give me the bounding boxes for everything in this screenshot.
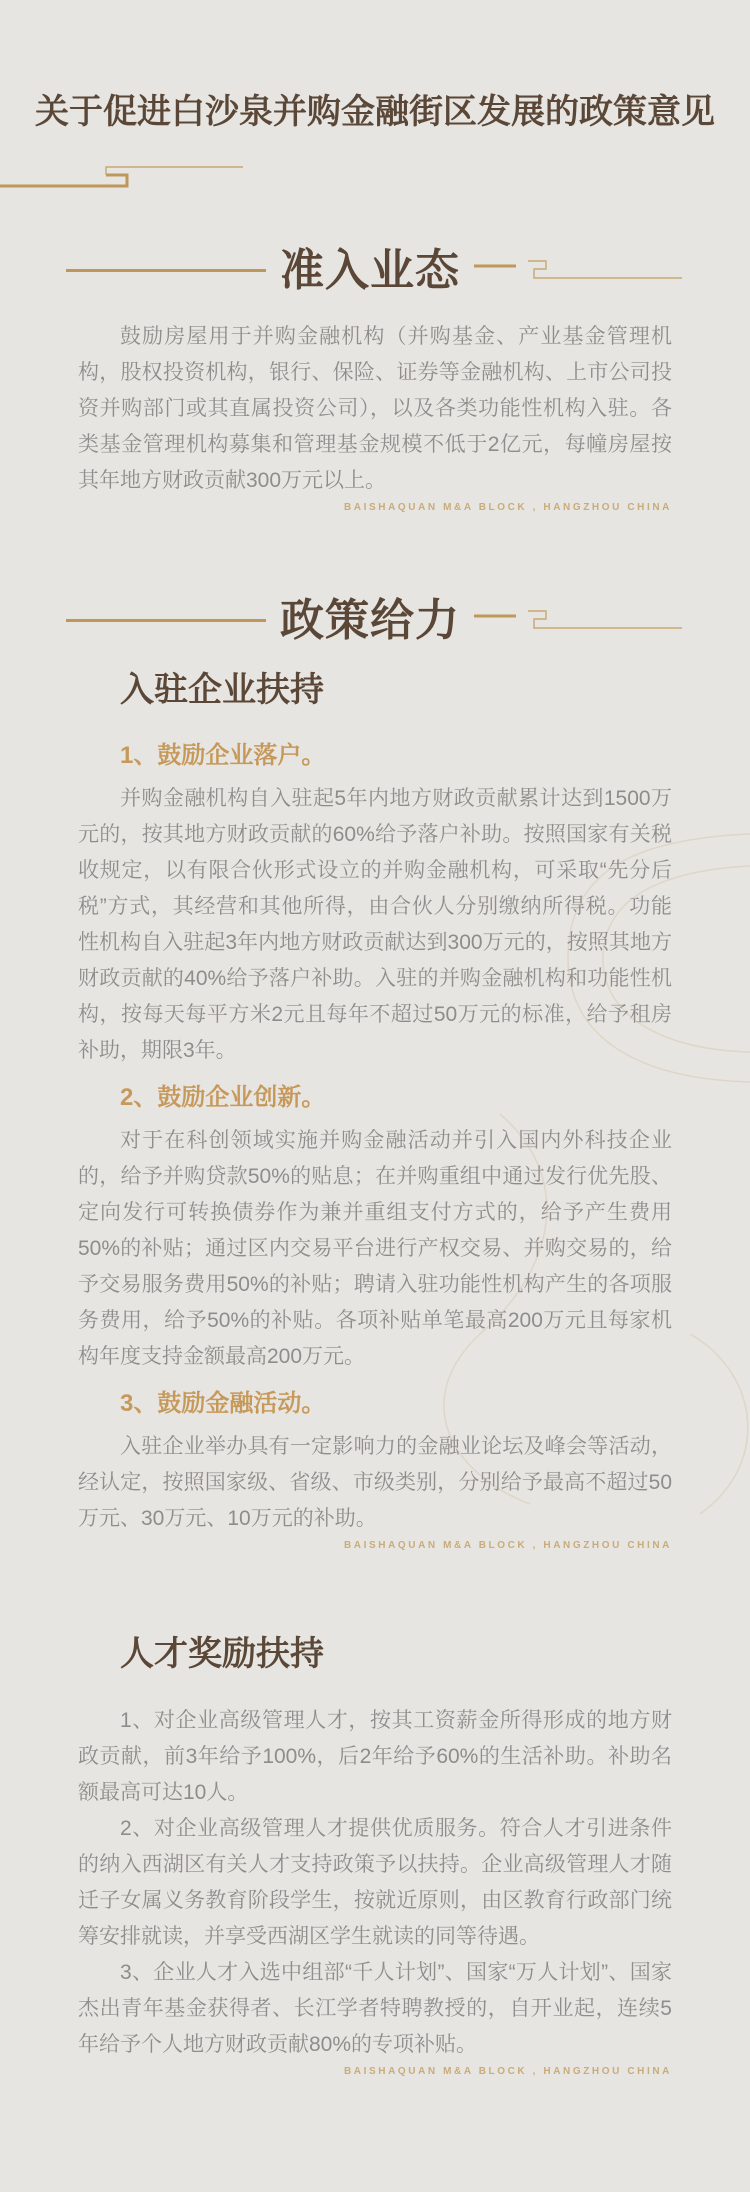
policy-item-3-body: 入驻企业举办具有一定影响力的金融业论坛及峰会等活动，经认定，按照国家级、省级、市级类别，分别给予最高不超过50万元、30万元、10万元的补助。 <box>78 1434 672 1530</box>
talent-paragraph-1: 1、对企业高级管理人才，按其工资薪金所得形成的地方财政贡献，前3年给予100%，后2年给予60%的生活补助。补助名额最高可达10人。 <box>78 1708 672 1804</box>
access-body-paragraph: 鼓励房屋用于并购金融机构（并购基金、产业基金管理机构，股权投资机构，银行、保险、证券等金融机构、上市公司投资并购部门或其直属投资公司），以及各类功能性机构入驻。各类基金管理机构募集和管理基金规模不低于2亿元，每幢房屋按其年地方财政贡献300万元以上。 <box>78 324 672 492</box>
subsection-heading-enterprise-support: 入驻企业扶持 <box>120 670 324 709</box>
subsection-heading-talent-support: 人才奖励扶持 <box>120 1634 324 1673</box>
section-divider-hook-icon <box>474 606 684 636</box>
talent-paragraph-3: 3、企业人才入选中组部“千人计划”、国家“万人计划”、国家杰出青年基金获得者、长江学者特聘教授的，自开业起，连续5年给予个人地方财政贡献80%的专项补贴。 <box>78 1960 672 2056</box>
section-header-policy <box>0 591 750 651</box>
top-left-meander-icon <box>0 142 250 192</box>
brand-watermark: BAISHAQUAN M&A BLOCK , HANGZHOU CHINA <box>343 501 672 513</box>
policy-item-2-body: 对于在科创领域实施并购金融活动并引入国内外科技企业的，给予并购贷款50%的贴息；在并购重组中通过发行优先股、定向发行可转换债券作为兼并重组支付方式的，给予产生费用50%的补贴；通过区内交易平台进行产权交易、并购交易的，给予交易服务费用50%的补贴；聘请入驻功能性机构产生的各项服务费用，给予50%的补贴。各项补贴单笔最高200万元且每家机构年度支持金额最高200万元。 <box>78 1128 672 1368</box>
page-title: 关于促进白沙泉并购金融街区发展的政策意见 <box>35 93 715 131</box>
policy-item-2-heading: 2、鼓励企业创新。 <box>120 1083 326 1111</box>
brand-watermark: BAISHAQUAN M&A BLOCK , HANGZHOU CHINA <box>343 2065 672 2077</box>
section-divider-line-left <box>66 269 266 272</box>
section-header-access <box>0 241 750 301</box>
policy-item-3-heading: 3、鼓励金融活动。 <box>120 1389 326 1417</box>
section-divider-line-left <box>66 619 266 622</box>
policy-item-1-body: 并购金融机构自入驻起5年内地方财政贡献累计达到1500万元的，按其地方财政贡献的60%给予落户补助。按照国家有关税收规定，以有限合伙形式设立的并购金融机构，可采取“先分后税”方式，其经营和其他所得，由合伙人分别缴纳所得税。功能性机构自入驻起3年内地方财政贡献达到300万元的，按照其地方财政贡献的40%给予落户补助。入驻的并购金融机构和功能性机构，按每天每平方米2元且每年不超过50万元的标准，给予租房补助，期限3年。 <box>78 786 672 1062</box>
talent-paragraph-2: 2、对企业高级管理人才提供优质服务。符合人才引进条件的纳入西湖区有关人才支持政策予以扶持。企业高级管理人才随迁子女属义务教育阶段学生，按就近原则，由区教育行政部门统筹安排就读，并享受西湖区学生就读的同等待遇。 <box>78 1816 672 1948</box>
brand-watermark: BAISHAQUAN M&A BLOCK , HANGZHOU CHINA <box>343 1539 672 1551</box>
section-divider-hook-icon <box>474 256 684 286</box>
page-background <box>0 86 750 2192</box>
policy-item-1-heading: 1、鼓励企业落户。 <box>120 741 326 769</box>
access-section-heading: 准入业态 <box>280 245 460 295</box>
policy-section-heading: 政策给力 <box>280 595 460 645</box>
